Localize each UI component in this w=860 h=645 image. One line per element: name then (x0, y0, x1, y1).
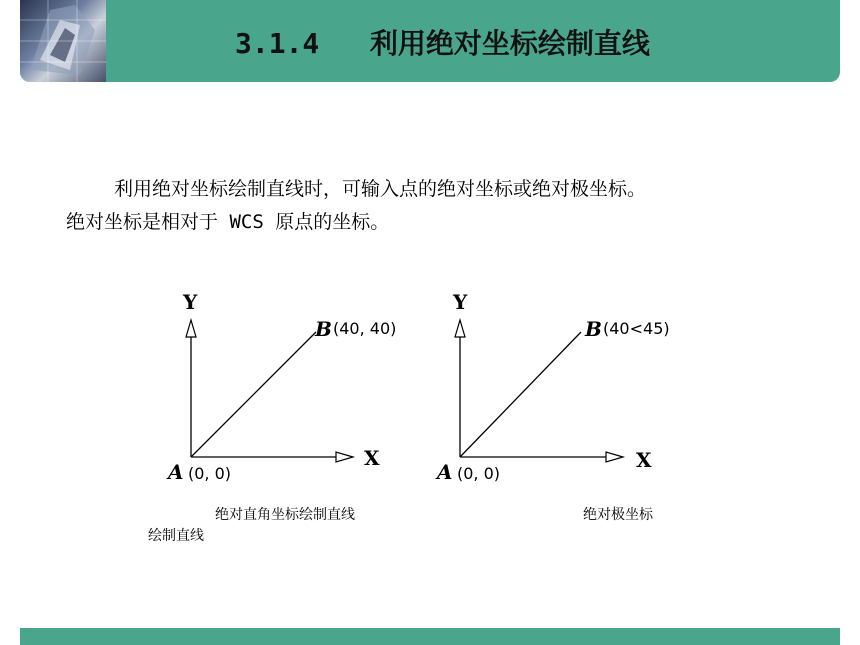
left-diagram-caption-continuation: 绘制直线 (148, 528, 204, 544)
slide-title: 3.1.4 利用绝对坐标绘制直线 (235, 27, 650, 60)
point-b-letter: B (315, 317, 332, 341)
right-diagram-caption: 绝对极坐标 (583, 507, 653, 523)
y-axis-label: Y (453, 290, 468, 314)
x-axis-arrow (336, 452, 353, 462)
cartesian-coordinate-diagram (160, 285, 430, 495)
x-axis-label: X (364, 446, 380, 470)
body-line-1-text: 利用绝对坐标绘制直线时，可输入点的绝对坐标或绝对极坐标。 (114, 178, 647, 200)
point-b-letter: B (585, 317, 602, 341)
left-diagram-caption: 绝对直角坐标绘制直线 (215, 507, 355, 523)
x-axis-arrow (606, 452, 623, 462)
y-axis-label: Y (183, 290, 198, 314)
y-axis-arrow (186, 320, 196, 337)
header-thumbnail-image (20, 0, 106, 82)
point-a-coords: (0, 0) (457, 464, 501, 483)
body-line-1 (66, 173, 806, 206)
body-line-2: 绝对坐标是相对于 WCS 原点的坐标。 (66, 211, 390, 233)
polar-coordinate-diagram (430, 285, 700, 495)
point-b-coords: (40<45) (603, 319, 670, 338)
body-paragraph (66, 173, 806, 239)
y-axis-arrow (455, 320, 465, 337)
point-a-coords: (0, 0) (188, 464, 232, 483)
title-bar (20, 0, 840, 82)
point-b-coords: (40, 40) (333, 319, 397, 338)
line-ab (191, 332, 316, 457)
x-axis-label: X (636, 448, 652, 472)
line-ab (460, 332, 581, 457)
point-a-letter: A (168, 460, 184, 484)
footer-bar (20, 628, 840, 645)
point-a-letter: A (437, 460, 453, 484)
